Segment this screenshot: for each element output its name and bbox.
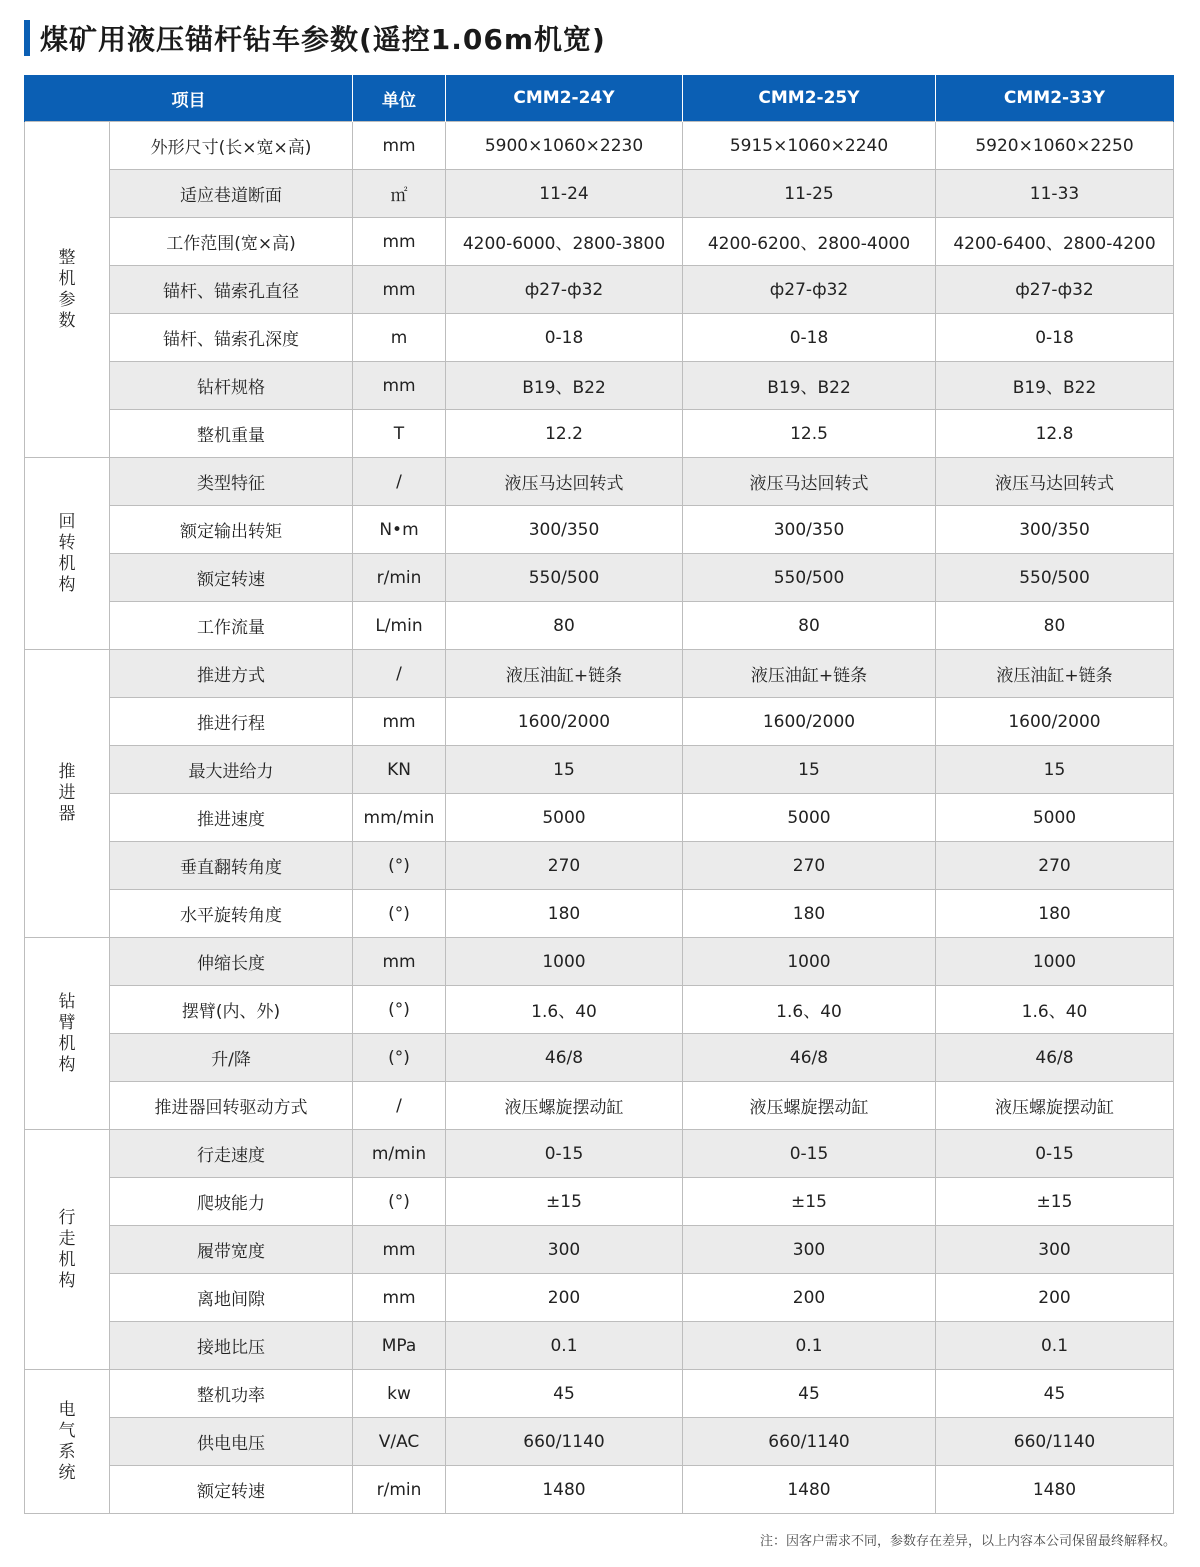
param-value-model-3: 12.8	[936, 410, 1174, 458]
table-row	[25, 1322, 1174, 1370]
param-label: 工作流量	[110, 602, 353, 650]
param-label: 离地间隙	[110, 1274, 353, 1322]
param-value-model-1: 1600/2000	[446, 698, 683, 746]
table-row	[25, 1418, 1174, 1466]
param-value-model-1: 270	[446, 842, 683, 890]
param-unit: mm	[353, 1226, 446, 1274]
param-value-model-3: 180	[936, 890, 1174, 938]
param-unit: m/min	[353, 1130, 446, 1178]
param-unit: mm	[353, 362, 446, 410]
param-unit: kw	[353, 1370, 446, 1418]
param-label: 升/降	[110, 1034, 353, 1082]
param-label: 推进方式	[110, 650, 353, 698]
param-value-model-1: 0-15	[446, 1130, 683, 1178]
group-label	[25, 938, 110, 1130]
param-value-model-2: 液压螺旋摆动缸	[683, 1082, 936, 1130]
table-header-row	[25, 75, 1174, 122]
table-row	[25, 938, 1174, 986]
param-value-model-3: 4200-6400、2800-4200	[936, 218, 1174, 266]
table-row	[25, 266, 1174, 314]
table-row	[25, 554, 1174, 602]
param-unit: (°)	[353, 890, 446, 938]
table-row	[25, 650, 1174, 698]
param-unit: N•m	[353, 506, 446, 554]
param-label: 钻杆规格	[110, 362, 353, 410]
param-value-model-1: 0-18	[446, 314, 683, 362]
group-label-text: 回转机构	[58, 511, 76, 595]
param-unit: (°)	[353, 986, 446, 1034]
table-row	[25, 170, 1174, 218]
param-value-model-2: 15	[683, 746, 936, 794]
table-row	[25, 1466, 1174, 1514]
param-unit: MPa	[353, 1322, 446, 1370]
param-value-model-3: ф27-ф32	[936, 266, 1174, 314]
param-label: 锚杆、锚索孔深度	[110, 314, 353, 362]
group-label-text: 推进器	[58, 762, 76, 824]
param-value-model-2: B19、B22	[683, 362, 936, 410]
param-value-model-2: ф27-ф32	[683, 266, 936, 314]
param-value-model-3: 1000	[936, 938, 1174, 986]
param-value-model-3: B19、B22	[936, 362, 1174, 410]
param-value-model-1: 1480	[446, 1466, 683, 1514]
param-label: 推进器回转驱动方式	[110, 1082, 353, 1130]
param-label: 垂直翻转角度	[110, 842, 353, 890]
param-value-model-1: 1000	[446, 938, 683, 986]
table-row	[25, 698, 1174, 746]
param-value-model-2: 4200-6200、2800-4000	[683, 218, 936, 266]
param-value-model-1: ±15	[446, 1178, 683, 1226]
param-value-model-3: 1600/2000	[936, 698, 1174, 746]
param-label: 适应巷道断面	[110, 170, 353, 218]
param-value-model-1: 550/500	[446, 554, 683, 602]
param-value-model-3: 15	[936, 746, 1174, 794]
param-label: 摆臂(内、外)	[110, 986, 353, 1034]
param-value-model-2: 1000	[683, 938, 936, 986]
param-unit: mm	[353, 698, 446, 746]
param-label: 伸缩长度	[110, 938, 353, 986]
table-row	[25, 362, 1174, 410]
group-label-text: 电气系统	[58, 1399, 76, 1483]
param-unit: ㎡	[353, 170, 446, 218]
param-label: 额定转速	[110, 554, 353, 602]
group-label	[25, 122, 110, 458]
table-row	[25, 458, 1174, 506]
page-title: 煤矿用液压锚杆钻车参数(遥控1.06m机宽)	[40, 23, 606, 56]
param-unit: T	[353, 410, 446, 458]
param-value-model-2: 1600/2000	[683, 698, 936, 746]
group-label	[25, 1370, 110, 1514]
param-label: 爬坡能力	[110, 1178, 353, 1226]
param-label: 类型特征	[110, 458, 353, 506]
header-unit: 单位	[353, 75, 446, 122]
param-value-model-1: 46/8	[446, 1034, 683, 1082]
spec-table	[24, 75, 1174, 1514]
param-label: 接地比压	[110, 1322, 353, 1370]
param-label: 推进行程	[110, 698, 353, 746]
param-value-model-1: 液压油缸+链条	[446, 650, 683, 698]
param-label: 工作范围(宽×高)	[110, 218, 353, 266]
table-row	[25, 122, 1174, 170]
param-unit: (°)	[353, 1034, 446, 1082]
table-row	[25, 1178, 1174, 1226]
param-unit: mm/min	[353, 794, 446, 842]
param-value-model-3: 660/1140	[936, 1418, 1174, 1466]
table-row	[25, 1274, 1174, 1322]
param-value-model-1: 液压马达回转式	[446, 458, 683, 506]
param-value-model-2: 液压油缸+链条	[683, 650, 936, 698]
param-value-model-2: ±15	[683, 1178, 936, 1226]
param-value-model-2: 270	[683, 842, 936, 890]
param-value-model-3: 1.6、40	[936, 986, 1174, 1034]
param-unit: (°)	[353, 1178, 446, 1226]
param-value-model-3: 300	[936, 1226, 1174, 1274]
param-value-model-2: 液压马达回转式	[683, 458, 936, 506]
param-value-model-1: 11-24	[446, 170, 683, 218]
param-unit: r/min	[353, 554, 446, 602]
param-label: 供电电压	[110, 1418, 353, 1466]
param-value-model-1: B19、B22	[446, 362, 683, 410]
param-value-model-3: 46/8	[936, 1034, 1174, 1082]
param-value-model-2: 5915×1060×2240	[683, 122, 936, 170]
param-value-model-1: 660/1140	[446, 1418, 683, 1466]
param-value-model-1: 80	[446, 602, 683, 650]
param-value-model-3: 5920×1060×2250	[936, 122, 1174, 170]
table-row	[25, 506, 1174, 554]
group-label-text: 钻臂机构	[58, 991, 76, 1075]
param-value-model-1: 200	[446, 1274, 683, 1322]
param-value-model-2: 1.6、40	[683, 986, 936, 1034]
param-value-model-1: 45	[446, 1370, 683, 1418]
param-value-model-2: 45	[683, 1370, 936, 1418]
param-value-model-2: 300	[683, 1226, 936, 1274]
page-title-bar	[24, 18, 606, 58]
param-unit: V/AC	[353, 1418, 446, 1466]
param-value-model-3: 300/350	[936, 506, 1174, 554]
table-row	[25, 602, 1174, 650]
param-value-model-2: 46/8	[683, 1034, 936, 1082]
table-row	[25, 842, 1174, 890]
param-value-model-3: 液压螺旋摆动缸	[936, 1082, 1174, 1130]
spec-table-body	[25, 122, 1174, 1514]
param-label: 外形尺寸(长×宽×高)	[110, 122, 353, 170]
param-value-model-1: 180	[446, 890, 683, 938]
param-value-model-1: 12.2	[446, 410, 683, 458]
param-unit: /	[353, 650, 446, 698]
param-value-model-3: 550/500	[936, 554, 1174, 602]
table-row	[25, 794, 1174, 842]
param-value-model-3: 11-33	[936, 170, 1174, 218]
header-model-1: CMM2-24Y	[446, 75, 683, 122]
param-label: 履带宽度	[110, 1226, 353, 1274]
group-label	[25, 650, 110, 938]
param-label: 整机功率	[110, 1370, 353, 1418]
param-value-model-2: 0-15	[683, 1130, 936, 1178]
group-label-text: 整机参数	[58, 247, 76, 331]
table-row	[25, 1226, 1174, 1274]
header-model-3: CMM2-33Y	[936, 75, 1174, 122]
group-label-text: 行走机构	[58, 1207, 76, 1291]
param-value-model-1: ф27-ф32	[446, 266, 683, 314]
param-value-model-1: 4200-6000、2800-3800	[446, 218, 683, 266]
param-value-model-1: 5000	[446, 794, 683, 842]
param-label: 额定输出转矩	[110, 506, 353, 554]
param-unit: mm	[353, 938, 446, 986]
param-value-model-3: 液压马达回转式	[936, 458, 1174, 506]
param-label: 行走速度	[110, 1130, 353, 1178]
table-row	[25, 410, 1174, 458]
param-label: 水平旋转角度	[110, 890, 353, 938]
param-value-model-1: 15	[446, 746, 683, 794]
table-row	[25, 1370, 1174, 1418]
title-accent-bar	[24, 20, 30, 56]
param-value-model-2: 200	[683, 1274, 936, 1322]
param-value-model-2: 0-18	[683, 314, 936, 362]
param-value-model-3: 200	[936, 1274, 1174, 1322]
table-row	[25, 218, 1174, 266]
param-value-model-2: 80	[683, 602, 936, 650]
table-row	[25, 1082, 1174, 1130]
param-value-model-3: 0-15	[936, 1130, 1174, 1178]
param-value-model-2: 12.5	[683, 410, 936, 458]
table-row	[25, 890, 1174, 938]
param-value-model-3: 5000	[936, 794, 1174, 842]
param-value-model-3: 270	[936, 842, 1174, 890]
table-row	[25, 314, 1174, 362]
param-unit: r/min	[353, 1466, 446, 1514]
param-label: 整机重量	[110, 410, 353, 458]
param-value-model-3: 液压油缸+链条	[936, 650, 1174, 698]
param-value-model-3: ±15	[936, 1178, 1174, 1226]
param-label: 最大进给力	[110, 746, 353, 794]
group-label	[25, 458, 110, 650]
param-value-model-1: 液压螺旋摆动缸	[446, 1082, 683, 1130]
param-unit: (°)	[353, 842, 446, 890]
param-value-model-1: 1.6、40	[446, 986, 683, 1034]
param-unit: L/min	[353, 602, 446, 650]
param-value-model-3: 80	[936, 602, 1174, 650]
param-unit: m	[353, 314, 446, 362]
param-label: 锚杆、锚索孔直径	[110, 266, 353, 314]
param-label: 额定转速	[110, 1466, 353, 1514]
param-unit: mm	[353, 218, 446, 266]
param-value-model-2: 0.1	[683, 1322, 936, 1370]
param-value-model-2: 1480	[683, 1466, 936, 1514]
param-unit: mm	[353, 1274, 446, 1322]
param-value-model-3: 0.1	[936, 1322, 1174, 1370]
table-row	[25, 986, 1174, 1034]
param-unit: mm	[353, 266, 446, 314]
group-label	[25, 1130, 110, 1370]
table-row	[25, 746, 1174, 794]
param-value-model-1: 300/350	[446, 506, 683, 554]
param-unit: KN	[353, 746, 446, 794]
header-item: 项目	[25, 75, 353, 122]
param-unit: /	[353, 458, 446, 506]
param-value-model-1: 5900×1060×2230	[446, 122, 683, 170]
footnote: 注：因客户需求不同，参数存在差异，以上内容本公司保留最终解释权。	[759, 1534, 1176, 1549]
param-value-model-2: 5000	[683, 794, 936, 842]
param-value-model-3: 45	[936, 1370, 1174, 1418]
header-model-2: CMM2-25Y	[683, 75, 936, 122]
param-unit: mm	[353, 122, 446, 170]
table-row	[25, 1034, 1174, 1082]
param-value-model-2: 660/1140	[683, 1418, 936, 1466]
param-value-model-3: 0-18	[936, 314, 1174, 362]
param-value-model-2: 180	[683, 890, 936, 938]
table-row	[25, 1130, 1174, 1178]
param-value-model-1: 0.1	[446, 1322, 683, 1370]
param-value-model-2: 300/350	[683, 506, 936, 554]
param-label: 推进速度	[110, 794, 353, 842]
param-value-model-2: 11-25	[683, 170, 936, 218]
param-unit: /	[353, 1082, 446, 1130]
param-value-model-1: 300	[446, 1226, 683, 1274]
param-value-model-3: 1480	[936, 1466, 1174, 1514]
param-value-model-2: 550/500	[683, 554, 936, 602]
